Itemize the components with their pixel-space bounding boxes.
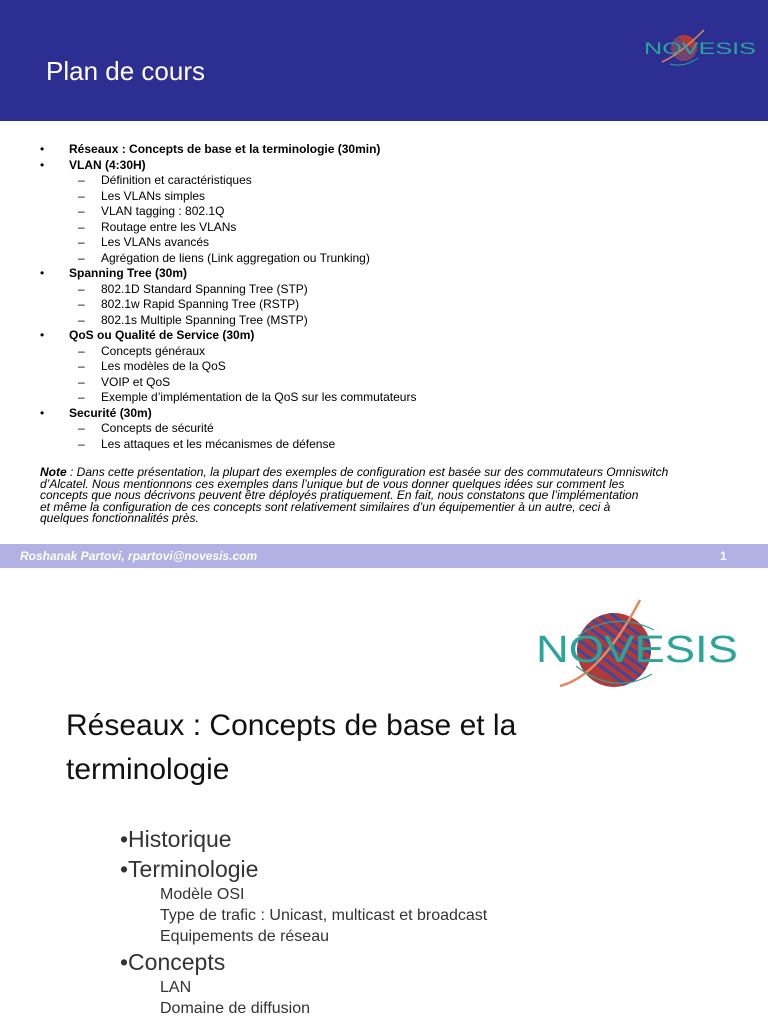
topic-list — [120, 824, 720, 1019]
outline-item: – Agrégation de liens (Link aggregation ou Trunking) — [78, 250, 370, 265]
logo-text: NOVESIS — [536, 629, 738, 671]
logo-text: NOVESIS — [644, 39, 756, 58]
list-item: Modèle OSI — [160, 886, 245, 903]
bullet: • — [40, 157, 45, 172]
outline-section — [40, 266, 740, 282]
list-item: •Concepts — [120, 949, 226, 975]
outline-section — [40, 406, 740, 422]
section-label: Securité (30m) — [69, 405, 152, 420]
outline-item: – Définition et caractéristiques — [78, 173, 252, 187]
novesis-logo-icon — [640, 24, 760, 68]
outline-item: – Les modèles de la QoS — [78, 359, 226, 373]
outline-item: – Concepts généraux — [78, 343, 206, 358]
outline-section — [40, 328, 740, 344]
outline-item: – 802.1w Rapid Spanning Tree (RSTP) — [78, 297, 300, 311]
outline-item: – Routage entre les VLANs — [78, 219, 237, 234]
list-item: Equipements de réseau — [160, 928, 329, 945]
list-item: Domaine de diffusion — [160, 1000, 311, 1017]
list-item: •Terminologie — [120, 856, 259, 882]
section-label: VLAN (4:30H) — [69, 157, 146, 172]
novesis-logo-icon — [530, 596, 745, 696]
bullet: • — [40, 266, 45, 280]
slide-footer — [0, 544, 768, 568]
list-item: •Historique — [120, 826, 232, 852]
outline-item: – Concepts de sécurité — [78, 421, 214, 435]
section-label: Réseaux : Concepts de base et la terminologie (30min) — [69, 142, 381, 156]
outline-item: – Les VLANs simples — [78, 188, 206, 203]
bullet: • — [40, 328, 45, 342]
footer-author: Roshanak Partovi, rpartovi@novesis.com — [20, 549, 258, 563]
list-item: Type de trafic : Unicast, multicast et broadcast — [160, 907, 488, 924]
outline-item: – VOIP et QoS — [78, 374, 171, 389]
bullet: • — [40, 142, 45, 156]
list-item: LAN — [160, 979, 192, 996]
outline-item: – VLAN tagging : 802.1Q — [78, 204, 225, 218]
course-outline — [40, 142, 740, 452]
outline-section — [40, 158, 740, 174]
outline-item: – 802.1D Standard Spanning Tree (STP) — [78, 281, 308, 296]
slide-title: Plan de cours — [46, 56, 205, 86]
outline-item: – Les attaques et les mécanismes de défense — [78, 436, 336, 451]
slide-header — [0, 0, 768, 121]
outline-section — [40, 142, 740, 158]
bullet: • — [40, 405, 45, 420]
outline-item: – 802.1s Multiple Spanning Tree (MSTP) — [78, 312, 308, 327]
note-label: Note — [40, 465, 67, 479]
section-label: QoS ou Qualité de Service (30m) — [69, 328, 255, 342]
slide-title: Réseaux : Concepts de base et la terminologie — [66, 709, 517, 786]
outline-item: – Exemple d’implémentation de la QoS sur les commutateurs — [78, 390, 417, 404]
note-paragraph: Note : Dans cette présentation, la plupart des exemples de configuration est basée sur des commutateurs Omniswitch d’Alcatel. Nous mentionnons ces exemples dans l’unique but de vous donner quelques idées sur comment les concepts que nous décrivons peuvent être déployés pratiquement. En fait, nous constatons que l’implémentation et même la configuration de ces concepts sont relativement similaires d’un équipementier à un autre, ceci à quelques fonctionnalités près. — [40, 465, 669, 525]
slide-reseaux — [0, 588, 768, 1024]
section-label: Spanning Tree (30m) — [69, 266, 188, 280]
page-number: 1 — [720, 549, 727, 563]
outline-item: – Les VLANs avancés — [78, 235, 210, 249]
